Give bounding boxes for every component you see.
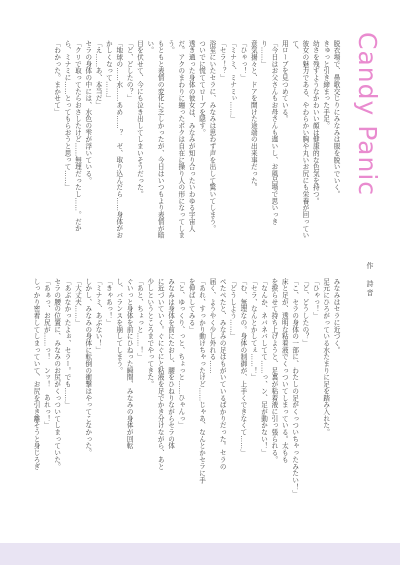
text-line: 幼さを残すようなかわいい顔は健康的な色気を持つ。 bbox=[311, 40, 320, 205]
text-line: 「ひゃっ！」 bbox=[238, 40, 247, 82]
text-line: 「ど、どしたの？」 bbox=[125, 40, 134, 102]
text-line: り……」 bbox=[259, 40, 268, 68]
text-line: 「あぶなかったよぉ、セラー。でも……」 bbox=[63, 278, 72, 409]
text-line: セラの身体の中には、水色の雫が浮いている。 bbox=[83, 40, 92, 184]
text-line: 浴室にいたセラに、みなみは思わず声を出して驚いてしまう。 bbox=[207, 40, 216, 232]
text-line: みなみは身体を前にたおし、腰をひねりながらセラの体 bbox=[166, 278, 175, 450]
text-line: 床と足が、透明な粘着液でくっついてしまっている。太もも bbox=[280, 278, 289, 463]
text-line: 「クリで取ってたらおさしたけど……無理だったし……。だか bbox=[73, 40, 82, 232]
text-line: きゅっと引き締まった手足。 bbox=[321, 40, 330, 130]
text-line: 用ローブを見つめている。 bbox=[280, 40, 289, 123]
text-line: ぐいっと身体を前にひねった瞬間、みなみの身体が回転 bbox=[125, 278, 134, 450]
text-line: 「きゃあっ！」 bbox=[104, 278, 113, 326]
text-line: 「セラ、なんとかしてぇ……！」 bbox=[249, 278, 258, 381]
text-line: ついでに慌ててローブを隠す。 bbox=[197, 40, 206, 136]
text-line: 「地球の……水……あめ……？ ゼ、取り込んだら……身体がお bbox=[114, 40, 123, 239]
text-line: 「今日はお父さんもお母さんも遅いし、お風呂場で思いっき bbox=[269, 40, 278, 225]
author-credit: 作 詩音 bbox=[366, 262, 374, 298]
text-line: 「ミナミ、あぶない！」 bbox=[94, 278, 103, 354]
text-line: 「む、無理なの。身体の制御が、上手くできなくて……」 bbox=[238, 278, 247, 457]
text-line: 彼女の魅力である、やわらかい胸や丸いお尻にも栄養が回っていて、 bbox=[290, 40, 309, 239]
text-line: 「こ、セラの身体の一部に、わたしの足がくっついちゃったみたい！」 bbox=[290, 278, 299, 498]
text-line: を捩らせて持ち上げようと、足裏が粘着液に引っ張られる。 bbox=[269, 278, 278, 463]
story-title: Candy Panic bbox=[353, 32, 382, 197]
text-line: 脱衣場で、鼻歌交じりにみなみは服を脱いでいく。 bbox=[332, 40, 340, 198]
text-line: 透き通った身体の彼女は、みなみが知り合ったいわゆる宇宙人 bbox=[187, 40, 196, 232]
text-line: に近づいていく。ぐにぐにと粘液を足でかき分けながら、あと bbox=[156, 278, 165, 470]
text-line: 「あと、ちょっと……！」 bbox=[135, 278, 144, 361]
text-line: 「わかった。まかせて」 bbox=[52, 40, 61, 116]
text-line: 「ミナミ、ミナミぃ……」 bbox=[228, 40, 237, 123]
text-line: 「と、ゆっくり、っと、ちょっと……ひゃんっ」 bbox=[176, 278, 185, 429]
text-line: 目を伏せて、今にも泣き出してしまいそうだった。 bbox=[135, 40, 144, 198]
text-line: 意気揚々と、ドアを開けた途端の出来事だった。 bbox=[249, 40, 258, 191]
upper-text-block bbox=[52, 40, 341, 252]
text-line: を伸ばしてみる」 bbox=[187, 278, 196, 333]
text-line: 「え……あ、本当だ」 bbox=[94, 40, 103, 109]
text-line: 「あれ、すっかり動けちゃったけど……じゃあ、なんとかセラに手 bbox=[197, 278, 206, 484]
text-line: 「どうしよう……」 bbox=[228, 278, 237, 340]
text-line: しかし、みなみの身体に転倒の衝撃はやってこなかった。 bbox=[83, 278, 92, 457]
text-line: みなみはセラに近づく。 bbox=[332, 278, 340, 354]
text-line: 「ひゃっ！」 bbox=[311, 278, 320, 320]
text-line: 「あぁっ、お尻が……っ！ ンッ！ あれっ！」 bbox=[42, 278, 51, 429]
text-line: 「セラ！？」 bbox=[218, 40, 227, 82]
text-line: だ。アクのまわりに纏ったボクは自在に操り人の形になってしまう。 bbox=[166, 40, 185, 239]
text-line: 「大丈夫……」 bbox=[73, 278, 82, 326]
text-line: 「なんか、ネバネバしてて……っ、ン、足が動かない！」 bbox=[259, 278, 268, 457]
page-footer-band bbox=[0, 543, 400, 565]
text-line: しっかり密着してしまっていて、お尻を引き離そうと身じろぎ bbox=[32, 278, 41, 470]
text-line: ぺたぺたと、みなみの足はもがいているばかりだった。セラの bbox=[218, 278, 227, 470]
text-line: ら、ミナミに……とってもらおうと思って……」 bbox=[63, 40, 72, 191]
text-line: かしくなって……」 bbox=[104, 40, 113, 102]
text-line: 「ど、どうしたの？」 bbox=[300, 278, 309, 347]
text-line: 少しというところまでやってきた。 bbox=[145, 278, 154, 388]
text-line: 足元にひろがっている水たまりに足を踏み入れた。 bbox=[321, 278, 330, 436]
lower-text-block bbox=[32, 278, 341, 498]
text-line: セラの腰の位置に、みなみのお尻がくっついてしまっていた。 bbox=[52, 278, 61, 470]
text-line: もともと表情の変化に乏しかったが、今日はいつもより表情が暗い。 bbox=[145, 40, 165, 239]
text-line: し、バランスを崩してしまう。 bbox=[114, 278, 123, 374]
text-line: 届く、ようやく少し外れる…… bbox=[207, 278, 216, 374]
